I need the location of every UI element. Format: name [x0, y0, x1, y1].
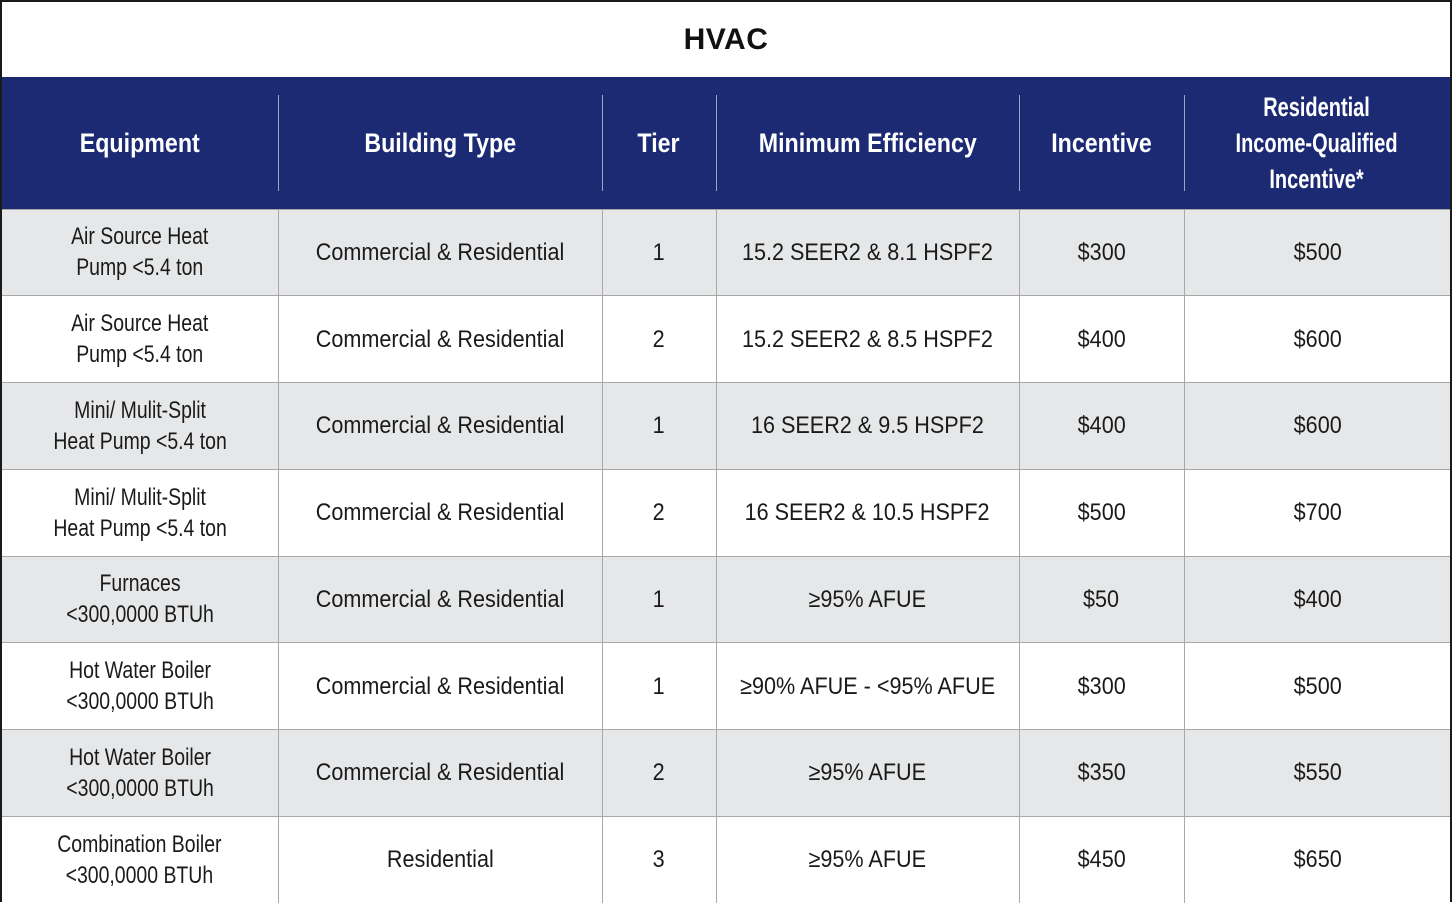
- cell-incentive: $450: [1019, 816, 1184, 903]
- cell-minimum-efficiency: 15.2 SEER2 & 8.1 HSPF2: [716, 209, 1019, 296]
- equipment-line-2: Heat Pump <5.4 ton: [53, 427, 227, 455]
- header-iq-line-2: Income-Qualified: [1235, 127, 1398, 158]
- cell-incentive: $500: [1019, 469, 1184, 556]
- cell-income-qualified-incentive: $550: [1184, 730, 1450, 817]
- cell-tier: 3: [602, 816, 716, 903]
- header-iq-line-1: Residential: [1263, 91, 1371, 122]
- table-row: [2, 730, 1450, 817]
- cell-equipment: [2, 296, 278, 383]
- cell-building-type: Commercial & Residential: [278, 643, 602, 730]
- cell-income-qualified-incentive: $500: [1184, 643, 1450, 730]
- equipment-line-2: <300,0000 BTUh: [65, 774, 214, 802]
- cell-equipment: [2, 816, 278, 903]
- table-row: [2, 816, 1450, 903]
- cell-equipment: [2, 556, 278, 643]
- header-building-type: Building Type: [278, 77, 602, 209]
- cell-tier: 2: [602, 469, 716, 556]
- equipment-line-2: <300,0000 BTUh: [65, 688, 214, 716]
- cell-equipment: [2, 383, 278, 470]
- cell-incentive: $50: [1019, 556, 1184, 643]
- cell-income-qualified-incentive: $500: [1184, 209, 1450, 296]
- table-row: [2, 469, 1450, 556]
- cell-equipment: [2, 730, 278, 817]
- table-row: [2, 383, 1450, 470]
- header-equipment: Equipment: [2, 77, 278, 209]
- equipment-line-2: <300,0000 BTUh: [65, 601, 214, 629]
- cell-building-type: Residential: [278, 816, 602, 903]
- cell-equipment: [2, 469, 278, 556]
- equipment-line-1: Combination Boiler: [57, 830, 222, 858]
- cell-minimum-efficiency: ≥95% AFUE: [716, 730, 1019, 817]
- equipment-line-1: Furnaces: [99, 570, 181, 598]
- table-row: [2, 209, 1450, 296]
- cell-equipment: [2, 209, 278, 296]
- header-tier: Tier: [602, 77, 716, 209]
- cell-tier: 1: [602, 383, 716, 470]
- equipment-line-1: Mini/ Mulit-Split: [73, 483, 206, 511]
- cell-building-type: Commercial & Residential: [278, 556, 602, 643]
- table-body: [2, 209, 1450, 903]
- cell-building-type: Commercial & Residential: [278, 209, 602, 296]
- cell-tier: 2: [602, 296, 716, 383]
- header-income-qualified-incentive: [1184, 77, 1450, 209]
- equipment-line-2: Pump <5.4 ton: [76, 254, 204, 282]
- cell-building-type: Commercial & Residential: [278, 383, 602, 470]
- cell-building-type: Commercial & Residential: [278, 296, 602, 383]
- cell-tier: 1: [602, 209, 716, 296]
- equipment-line-1: Hot Water Boiler: [68, 657, 211, 685]
- header-minimum-efficiency: Minimum Efficiency: [716, 77, 1019, 209]
- table-row: [2, 556, 1450, 643]
- cell-incentive: $300: [1019, 643, 1184, 730]
- cell-minimum-efficiency: ≥90% AFUE - <95% AFUE: [716, 643, 1019, 730]
- cell-tier: 1: [602, 556, 716, 643]
- equipment-line-1: Hot Water Boiler: [68, 743, 211, 771]
- cell-incentive: $400: [1019, 383, 1184, 470]
- equipment-line-2: Pump <5.4 ton: [76, 341, 204, 369]
- cell-equipment: [2, 643, 278, 730]
- cell-income-qualified-incentive: $600: [1184, 296, 1450, 383]
- cell-incentive: $400: [1019, 296, 1184, 383]
- cell-income-qualified-incentive: $650: [1184, 816, 1450, 903]
- cell-incentive: $350: [1019, 730, 1184, 817]
- cell-minimum-efficiency: 15.2 SEER2 & 8.5 HSPF2: [716, 296, 1019, 383]
- header-incentive: Incentive: [1019, 77, 1184, 209]
- cell-income-qualified-incentive: $400: [1184, 556, 1450, 643]
- cell-tier: 2: [602, 730, 716, 817]
- header-iq-line-3: Incentive*: [1269, 163, 1365, 194]
- equipment-line-1: Air Source Heat: [71, 310, 209, 338]
- cell-minimum-efficiency: ≥95% AFUE: [716, 556, 1019, 643]
- incentive-table: [2, 77, 1450, 903]
- cell-minimum-efficiency: 16 SEER2 & 9.5 HSPF2: [716, 383, 1019, 470]
- equipment-line-2: Heat Pump <5.4 ton: [53, 514, 227, 542]
- cell-minimum-efficiency: ≥95% AFUE: [716, 816, 1019, 903]
- cell-building-type: Commercial & Residential: [278, 730, 602, 817]
- equipment-line-2: <300,0000 BTUh: [65, 861, 214, 889]
- equipment-line-1: Mini/ Mulit-Split: [73, 396, 206, 424]
- table-row: [2, 643, 1450, 730]
- cell-building-type: Commercial & Residential: [278, 469, 602, 556]
- cell-income-qualified-incentive: $700: [1184, 469, 1450, 556]
- equipment-line-1: Air Source Heat: [71, 223, 209, 251]
- table-row: [2, 296, 1450, 383]
- table-title: HVAC: [683, 23, 769, 56]
- cell-incentive: $300: [1019, 209, 1184, 296]
- cell-tier: 1: [602, 643, 716, 730]
- cell-minimum-efficiency: 16 SEER2 & 10.5 HSPF2: [716, 469, 1019, 556]
- cell-income-qualified-incentive: $600: [1184, 383, 1450, 470]
- header-row: [2, 77, 1450, 209]
